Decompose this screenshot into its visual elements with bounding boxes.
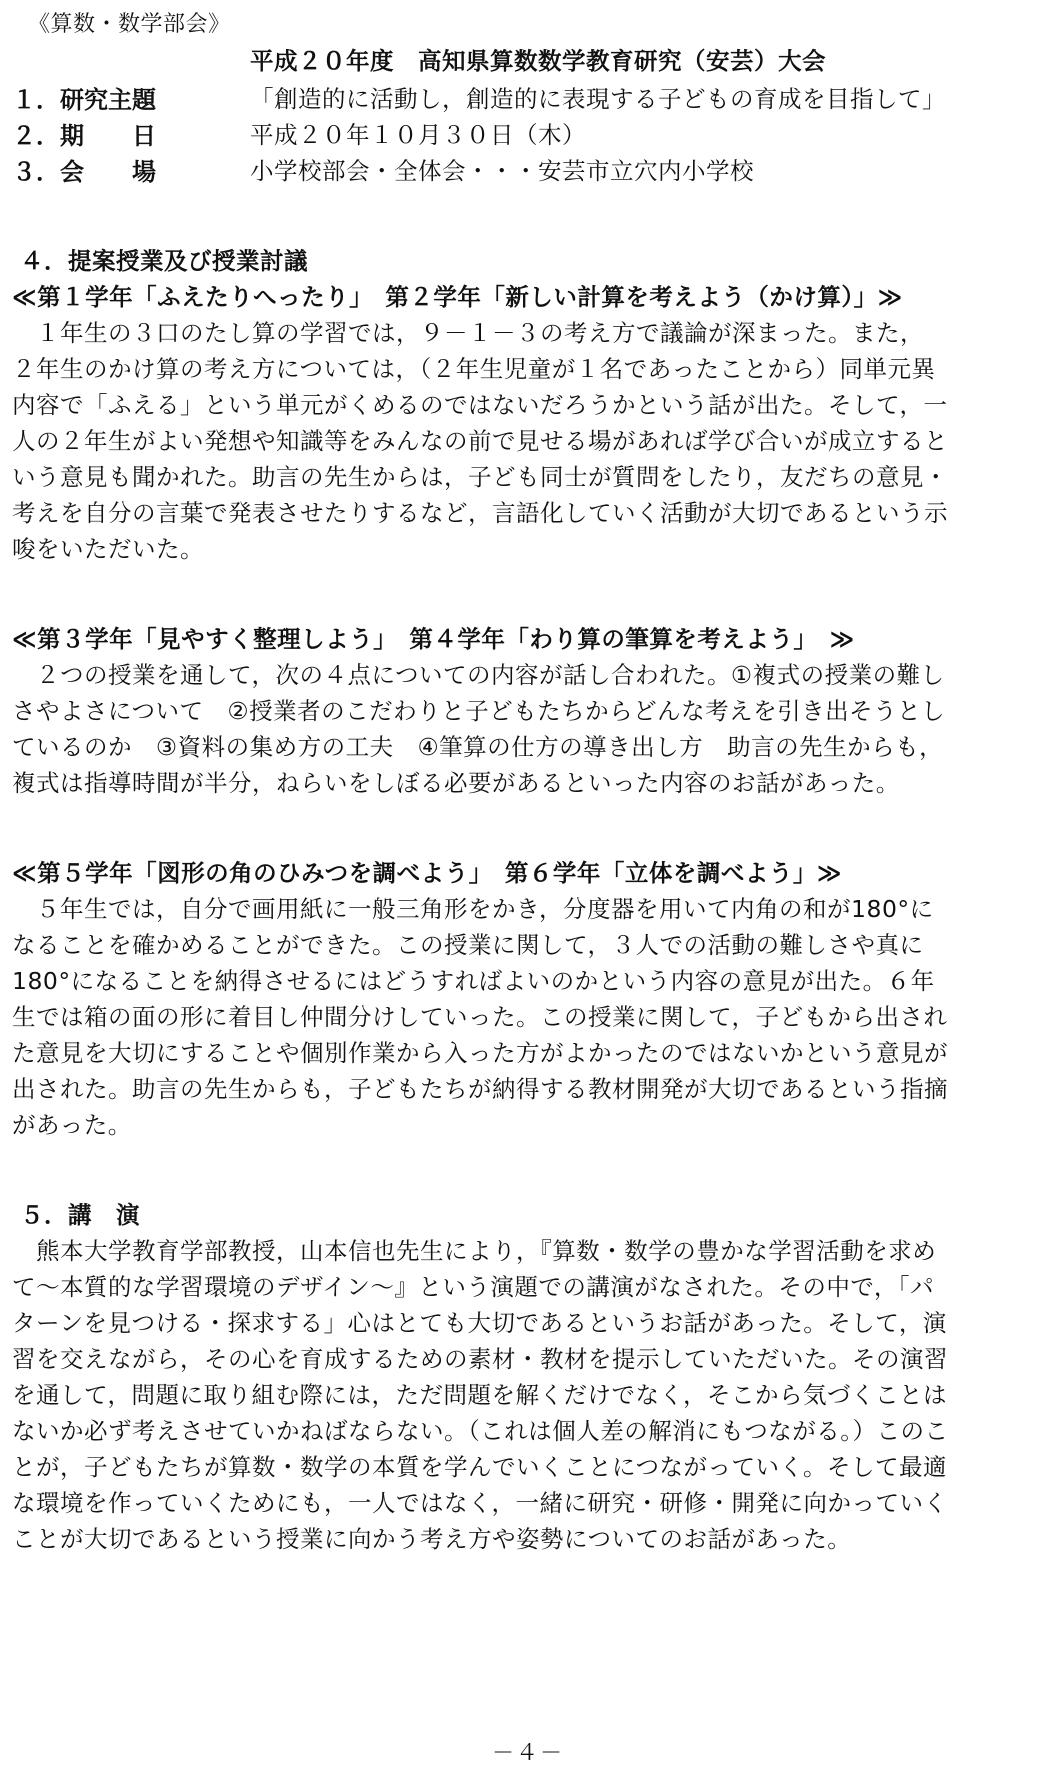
block1-line: 人の２年生がよい発想や知識等をみんなの前で見せる場があれば学び合いが成立すると (12, 427, 948, 455)
block3-heading: ≪第５学年「図形の角のひみつを調べよう」 第６学年「立体を調べよう」≫ (12, 859, 842, 887)
category-label: 《算数・数学部会》 (28, 12, 231, 37)
block3-line: 出された。助言の先生からも，子どもたちが納得する教材開発が大切であるという指摘 (12, 1075, 948, 1103)
block2-line: ２つの授業を通して，次の４点についての内容が話し合われた。①複式の授業の難し (12, 661, 945, 689)
section5-line: ターンを見つける・探求する」心はとても大切であるというお話があった。そして，演 (12, 1309, 947, 1337)
block3-line: があった。 (12, 1111, 132, 1139)
block3-line: なることを確かめることができた。この授業に関して，３人での活動の難しさや真に (12, 931, 924, 959)
section5-title: ５．講 演 (20, 1201, 140, 1229)
section5-line: 熊本大学教育学部教授，山本信也先生により，『算数・数学の豊かな学習活動を求め (12, 1237, 937, 1265)
page-number: －４－ (491, 1741, 564, 1766)
info-value-date: 平成２０年１０月３０日（木） (250, 121, 586, 149)
block1-line: いう意見も聞かれた。助言の先生からは，子ども同士が質問をしたり，友だちの意見・ (12, 463, 948, 491)
section5-line: とが，子どもたちが算数・数学の本質を学んでいくことにつながっていく。そして最適 (12, 1453, 948, 1481)
block1-line: １年生の３口のたし算の学習では，９－１－３の考え方で議論が深まった。また， (12, 319, 924, 347)
block2-line: さやよさについて ②授業者のこだわりと子どもたちからどんな考えを引き出そうとし (12, 697, 946, 725)
section5-line: な環境を作っていくためにも，一人ではなく，一緒に研究・研修・開発に向かっていく (12, 1489, 948, 1517)
block1-line: 考えを自分の言葉で発表させたりするなど，言語化していく活動が大切であるという示 (12, 499, 948, 527)
section5-line: ことが大切であるという授業に向かう考え方や姿勢についてのお話があった。 (12, 1525, 852, 1553)
block3-line: た意見を大切にすることや個別作業から入った方がよかったのではないかという意見が (12, 1039, 948, 1067)
block1-line: 内容で「ふえる」という単元がくめるのではないだろうかという話が出た。そして，一 (12, 391, 948, 419)
block2-heading: ≪第３学年「見やすく整理しよう」 第４学年「わり算の筆算を考えよう」 ≫ (12, 625, 855, 653)
section5-line: を通して，問題に取り組む際には，ただ問題を解くだけでなく，そこから気づくことは (12, 1381, 948, 1409)
section5-line: 習を交えながら，その心を育成するための素材・教材を提示していただいた。その演習 (12, 1345, 948, 1373)
block3-line: ５年生では，自分で画用紙に一般三角形をかき，分度器を用いて内角の和が180°に (12, 895, 934, 923)
section5-line: て～本質的な学習環境のデザイン～』という演題での講演がなされた。その中で，「パ (12, 1273, 935, 1301)
block2-line: ているのか ③資料の集め方の工夫 ④筆算の仕方の導き出し方 助言の先生からも， (12, 733, 944, 761)
block1-heading: ≪第１学年「ふえたりへったり」 第２学年「新しい計算を考えよう（かけ算）」≫ (12, 283, 903, 311)
block2-line: 複式は指導時間が半分，ねらいをしぼる必要があるといった内容のお話があった。 (12, 769, 900, 797)
info-value-venue: 小学校部会・全体会・・・安芸市立穴内小学校 (250, 157, 754, 185)
info-label-venue: ３．会 場 (12, 158, 156, 186)
block1-line: 唆をいただいた。 (12, 535, 204, 563)
info-label-theme: １．研究主題 (12, 86, 156, 114)
block3-line: 180°になることを納得させるにはどうすればよいのかという内容の意見が出た。６年 (12, 967, 935, 995)
info-label-date: ２．期 日 (12, 122, 156, 150)
section5-line: ないか必ず考えさせていかねばならない。（これは個人差の解消にもつながる。）このこ (12, 1417, 949, 1445)
block3-line: 生では箱の面の形に着目し仲間分けしていった。この授業に関して，子どもから出され (12, 1003, 948, 1031)
block1-line: ２年生のかけ算の考え方については，（２年生児童が１名であったことから）同単元異 (12, 355, 936, 383)
info-value-theme: 「創造的に活動し，創造的に表現する子どもの育成を目指して」 (250, 85, 946, 113)
event-title: 平成２０年度 高知県算数数学教育研究（安芸）大会 (250, 47, 826, 75)
section4-title: ４．提案授業及び授業討議 (20, 247, 308, 275)
